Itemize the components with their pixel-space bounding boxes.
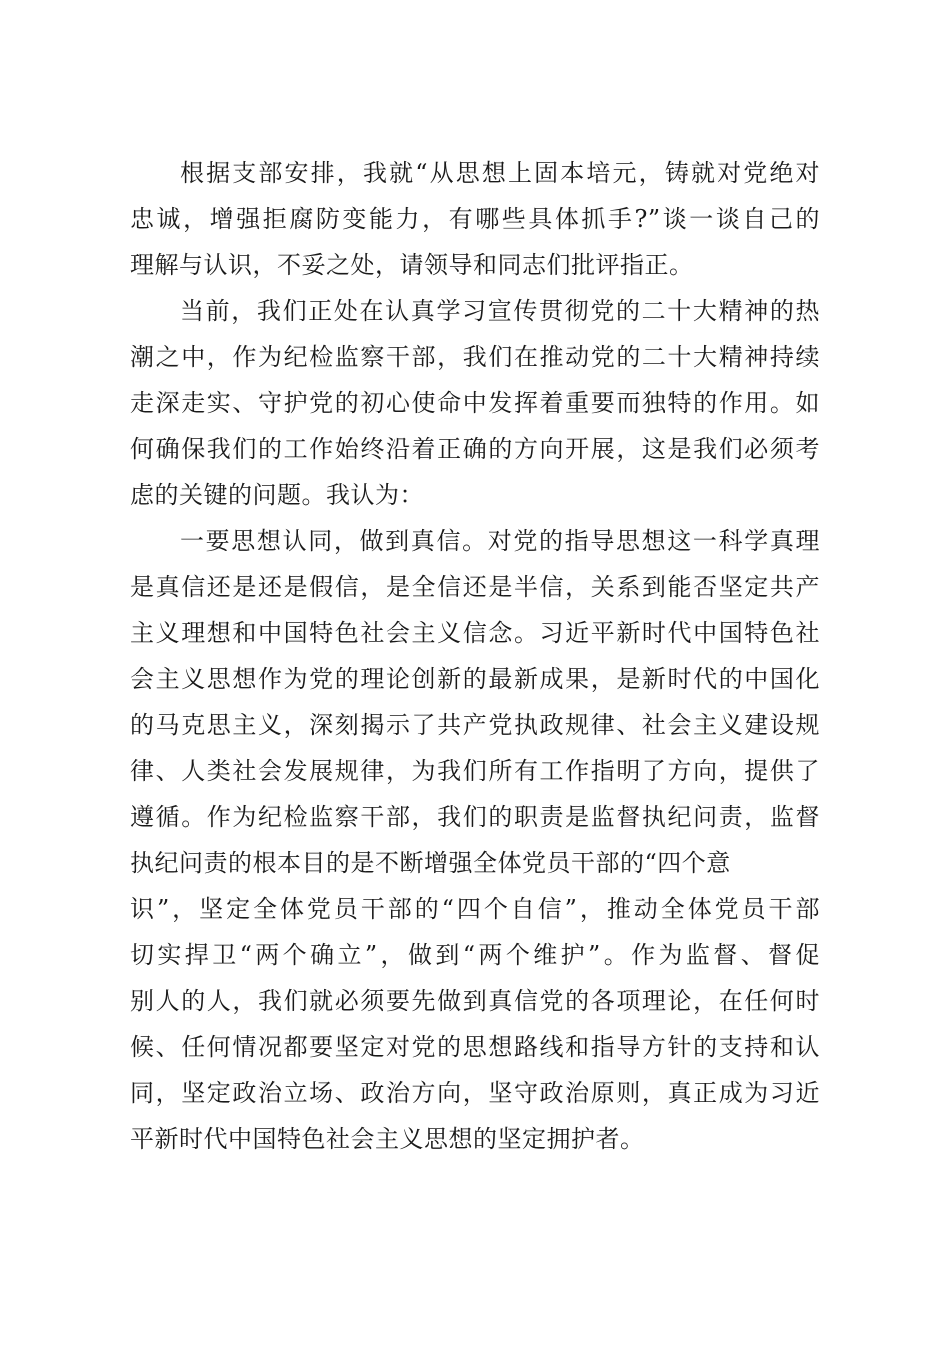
paragraph-3-line-10: 切实捍卫“两个确立”，做到“两个维护”。作为监督、督促 (130, 941, 820, 969)
paragraph-3-line-6: 律、人类社会发展规律，为我们所有工作指明了方向，提供了 (130, 757, 820, 785)
paragraph-2-line-2: 潮之中，作为纪检监察干部，我们在推动党的二十大精神持续 (130, 343, 820, 371)
paragraph-3-line-3: 主义理想和中国特色社会主义信念。习近平新时代中国特色社 (130, 619, 820, 647)
paragraph-3-line-14: 平新时代中国特色社会主义思想的坚定拥护者。 (130, 1125, 645, 1153)
paragraph-3-line-12: 候、任何情况都要坚定对党的思想路线和指导方针的支持和认 (130, 1033, 820, 1061)
paragraph-3-line-5: 的马克思主义，深刻揭示了共产党执政规律、社会主义建设规 (130, 711, 820, 739)
paragraph-2-line-1: 当前，我们正处在认真学习宣传贯彻党的二十大精神的热 (180, 297, 820, 325)
paragraph-3-line-2: 是真信还是还是假信，是全信还是半信，关系到能否坚定共产 (130, 573, 820, 601)
paragraph-2-line-5: 虑的关键的问题。我认为： (130, 481, 424, 509)
paragraph-2-line-4: 何确保我们的工作始终沿着正确的方向开展，这是我们必须考 (130, 435, 820, 463)
paragraph-3-line-1: 一要思想认同，做到真信。对党的指导思想这一科学真理 (180, 527, 820, 555)
paragraph-3-line-13: 同，坚定政治立场、政治方向，坚守政治原则，真正成为习近 (130, 1079, 820, 1107)
paragraph-3-line-7: 遵循。作为纪检监察干部，我们的职责是监督执纪问责，监督 (130, 803, 820, 831)
paragraph-1-line-3: 理解与认识，不妥之处，请领导和同志们批评指正。 (130, 251, 694, 279)
paragraph-1-line-1: 根据支部安排，我就“从思想上固本培元，铸就对党绝对 (180, 159, 820, 187)
paragraph-2-line-3: 走深走实、守护党的初心使命中发挥着重要而独特的作用。如 (130, 389, 820, 417)
paragraph-1-line-2: 忠诚，增强拒腐防变能力，有哪些具体抓手?”谈一谈自己的 (130, 205, 820, 233)
paragraph-3-line-8: 执纪问责的根本目的是不断增强全体党员干部的“四个意 (130, 849, 731, 877)
paragraph-3-line-4: 会主义思想作为党的理论创新的最新成果，是新时代的中国化 (130, 665, 820, 693)
document-body (130, 150, 820, 1162)
paragraph-3-line-9: 识”，坚定全体党员干部的“四个自信”，推动全体党员干部 (130, 895, 820, 923)
paragraph-3-line-11: 别人的人，我们就必须要先做到真信党的各项理论，在任何时 (130, 987, 820, 1015)
